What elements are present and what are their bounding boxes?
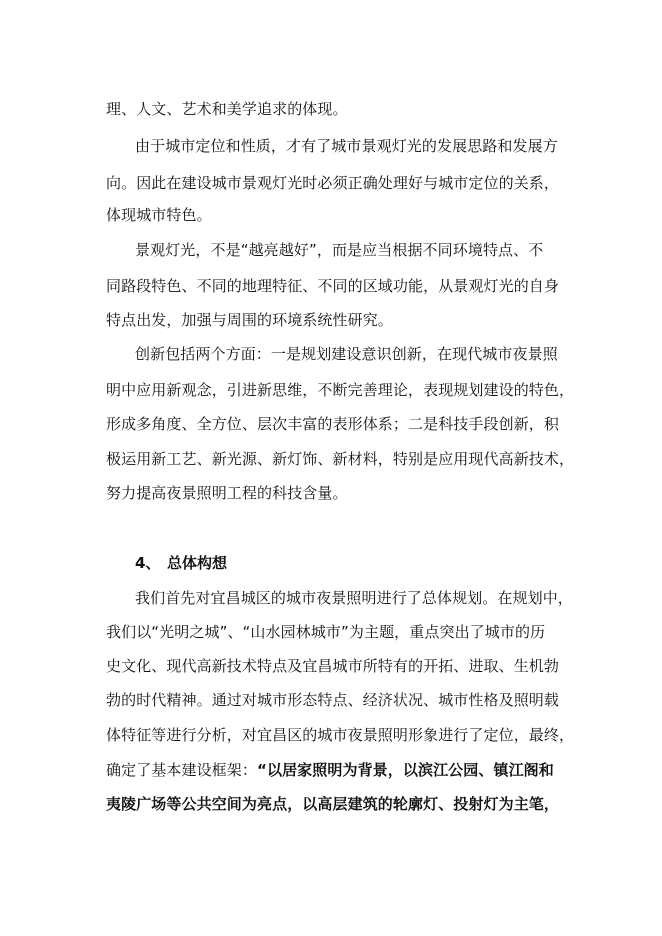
text-line: 同路段特色、不同的地理特征、不同的区域功能，从景观灯光的自身 bbox=[106, 277, 560, 295]
text-bold: “以居家照明为背景，以滨江公园、镇江阁和 bbox=[257, 761, 554, 779]
text-line: 体现城市特色。 bbox=[106, 206, 212, 224]
text-line: 特点出发，加强与周围的环境系统性研究。 bbox=[106, 311, 393, 329]
text-line: 我们以“光明之城”、“山水园林城市”为主题，重点突出了城市的历 bbox=[106, 623, 546, 641]
text-line: 明中应用新观念，引进新思维，不断完善理论，表现规划建设的特色， bbox=[106, 381, 575, 399]
text-line: 体特征等进行分析，对宜昌区的城市夜景照明形象进行了定位，最终， bbox=[106, 726, 575, 744]
section-number: 4、 bbox=[135, 554, 161, 572]
text-normal: 确定了基本建设框架： bbox=[106, 761, 258, 779]
text-line: 勃的时代精神。通过对城市形态特点、经济状况、城市性格及照明载 bbox=[106, 691, 560, 709]
text-line: 创新包括两个方面：一是规划建设意识创新，在现代城市夜景照 bbox=[135, 345, 558, 363]
text-line: 理、人文、艺术和美学追求的体现。 bbox=[106, 100, 348, 118]
text-line: 我们首先对宜昌城区的城市夜景照明进行了总体规划。在规划中， bbox=[135, 589, 573, 607]
section-title: 总体构想 bbox=[167, 554, 228, 572]
text-line: 由于城市定位和性质，才有了城市景观灯光的发展思路和发展方 bbox=[135, 137, 558, 155]
text-line: 夷陵广场等公共空间为亮点，以高层建筑的轮廓灯、投射灯为主笔， bbox=[106, 795, 560, 813]
text-line: 努力提高夜景照明工程的科技含量。 bbox=[106, 484, 348, 502]
section-heading bbox=[135, 553, 227, 573]
text-line: 史文化、现代高新技术特点及宜昌城市所特有的开拓、进取、生机勃 bbox=[106, 657, 560, 675]
text-line: 景观灯光，不是“越亮越好”，而是应当根据不同环境特点、不 bbox=[135, 241, 544, 259]
text-line: 向。因此在建设城市景观灯光时必须正确处理好与城市定位的关系， bbox=[106, 174, 560, 192]
text-line: 形成多角度、全方位、层次丰富的表形体系；二是科技手段创新，积 bbox=[106, 415, 560, 433]
text-line bbox=[106, 760, 576, 780]
text-line: 极运用新工艺、新光源、新灯饰、新材料，特别是应用现代高新技术， bbox=[106, 450, 575, 468]
